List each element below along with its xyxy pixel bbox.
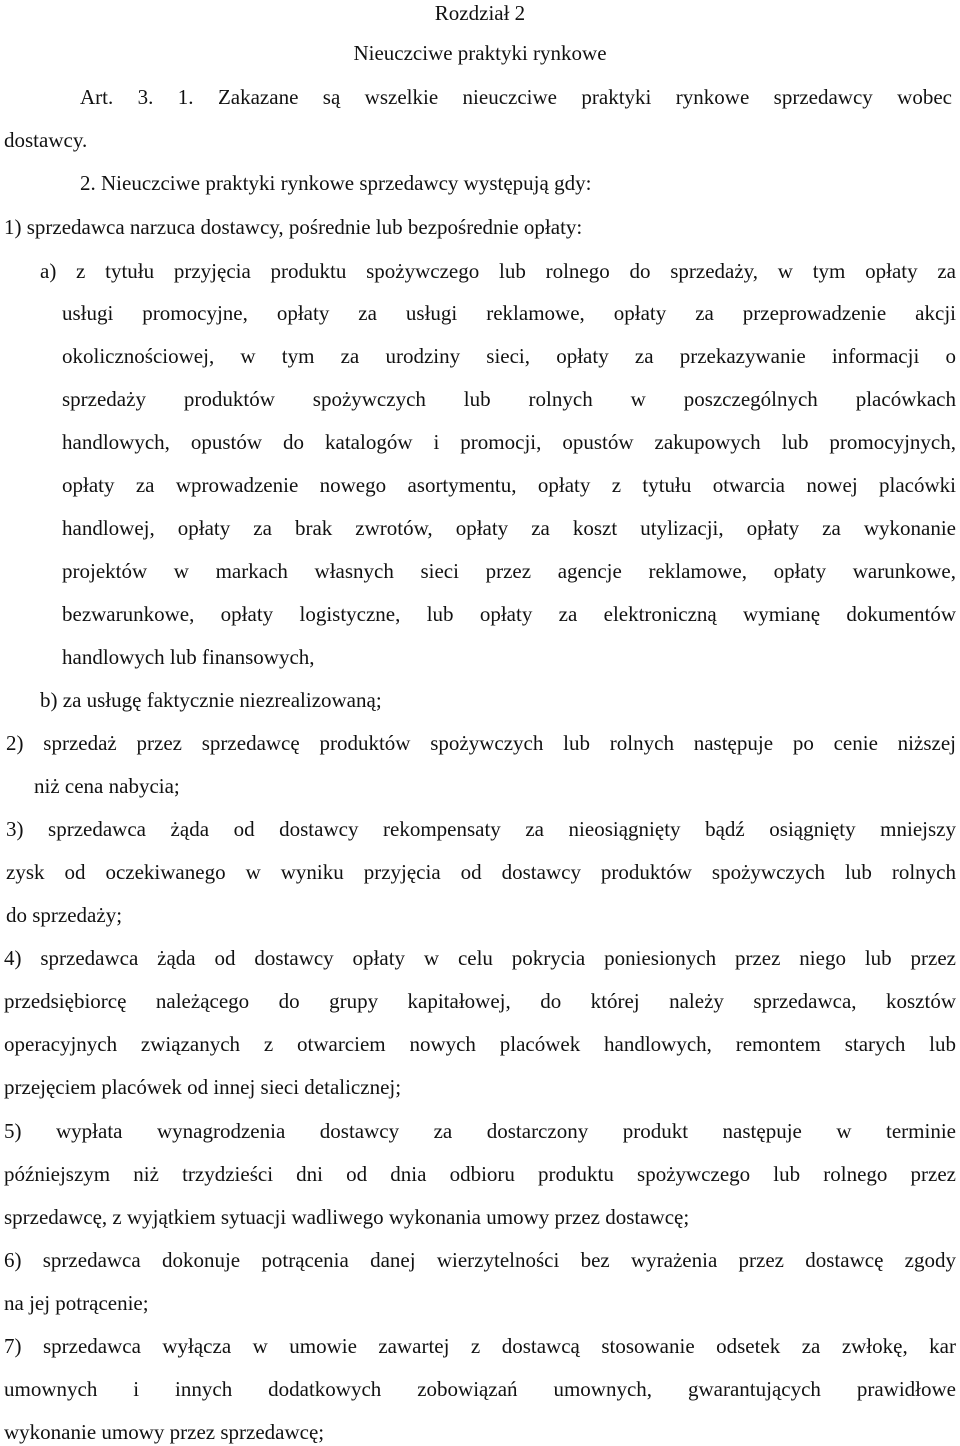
- point-1a-line: projektów w markach własnych sieci przez agencje reklamowe, opłaty warunkowe,: [62, 559, 956, 583]
- point-5-line: późniejszym niż trzydzieści dni od dnia odbioru produktu spożywczego lub rolnego przez: [4, 1162, 956, 1186]
- point-1-line: 1) sprzedawca narzuca dostawcy, pośrednie lub bezpośrednie opłaty:: [4, 215, 583, 239]
- point-1b-line: b) za usługę faktycznie niezrealizowaną;: [40, 688, 382, 712]
- point-1a-line: handlowej, opłaty za brak zwrotów, opłaty za koszt utylizacji, opłaty za wykonanie: [62, 516, 956, 540]
- article-intro-line: Art. 3. 1. Zakazane są wszelkie nieuczciwe praktyki rynkowe sprzedawcy wobec: [80, 85, 952, 109]
- article-intro-line: dostawcy.: [4, 128, 88, 152]
- point-1a-line: handlowych, opustów do katalogów i promocji, opustów zakupowych lub promocyjnych,: [62, 430, 956, 454]
- chapter-title: Rozdział 2: [434, 1, 526, 25]
- point-1a-line: handlowych lub finansowych,: [62, 645, 315, 669]
- paragraph-2-line: 2. Nieuczciwe praktyki rynkowe sprzedawcy występują gdy:: [80, 171, 592, 195]
- point-1a-line: a) z tytułu przyjęcia produktu spożywczego lub rolnego do sprzedaży, w tym opłaty za: [40, 259, 956, 283]
- point-6-line: 6) sprzedawca dokonuje potrącenia danej wierzytelności bez wyrażenia przez dostawcę zgody: [4, 1248, 956, 1272]
- point-1a-line: opłaty za wprowadzenie nowego asortymentu, opłaty z tytułu otwarcia nowej placówki: [62, 473, 956, 497]
- point-3-line: do sprzedaży;: [6, 903, 123, 927]
- point-1a-line: sprzedaży produktów spożywczych lub rolnych w poszczególnych placówkach: [62, 387, 956, 411]
- point-5-line: 5) wypłata wynagrodzenia dostawcy za dostarczony produkt następuje w terminie: [4, 1119, 956, 1143]
- point-4-line: operacyjnych związanych z otwarciem nowych placówek handlowych, remontem starych lub: [4, 1032, 956, 1056]
- point-5-line: sprzedawcę, z wyjątkiem sytuacji wadliwego wykonania umowy przez dostawcę;: [4, 1205, 690, 1229]
- point-3-line: 3) sprzedawca żąda od dostawcy rekompensaty za nieosiągnięty bądź osiągnięty mniejszy: [6, 817, 956, 841]
- chapter-subtitle: Nieuczciwe praktyki rynkowe: [353, 41, 607, 65]
- point-7-line: umownych i innych dodatkowych zobowiązań umownych, gwarantujących prawidłowe: [4, 1377, 956, 1401]
- point-2-line: niż cena nabycia;: [34, 774, 180, 798]
- point-4-line: przejęciem placówek od innej sieci detalicznej;: [4, 1075, 402, 1099]
- point-1a-line: bezwarunkowe, opłaty logistyczne, lub opłaty za elektroniczną wymianę dokumentów: [62, 602, 956, 626]
- point-7-line: 7) sprzedawca wyłącza w umowie zawartej z dostawcą stosowanie odsetek za zwłokę, kar: [4, 1334, 956, 1358]
- point-4-line: 4) sprzedawca żąda od dostawcy opłaty w celu pokrycia poniesionych przez niego lub przez: [4, 946, 956, 970]
- point-6-line: na jej potrącenie;: [4, 1291, 149, 1315]
- point-3-line: zysk od oczekiwanego w wyniku przyjęcia od dostawcy produktów spożywczych lub rolnych: [6, 860, 956, 884]
- point-7-line: wykonanie umowy przez sprzedawcę;: [4, 1420, 325, 1444]
- point-2-line: 2) sprzedaż przez sprzedawcę produktów spożywczych lub rolnych następuje po cenie niższej: [6, 731, 956, 755]
- point-1a-line: usługi promocyjne, opłaty za usługi reklamowe, opłaty za przeprowadzenie akcji: [62, 301, 956, 325]
- point-1a-line: okolicznościowej, w tym za urodziny sieci, opłaty za przekazywanie informacji o: [62, 344, 956, 368]
- point-4-line: przedsiębiorcę należącego do grupy kapitałowej, do której należy sprzedawca, kosztów: [4, 989, 956, 1013]
